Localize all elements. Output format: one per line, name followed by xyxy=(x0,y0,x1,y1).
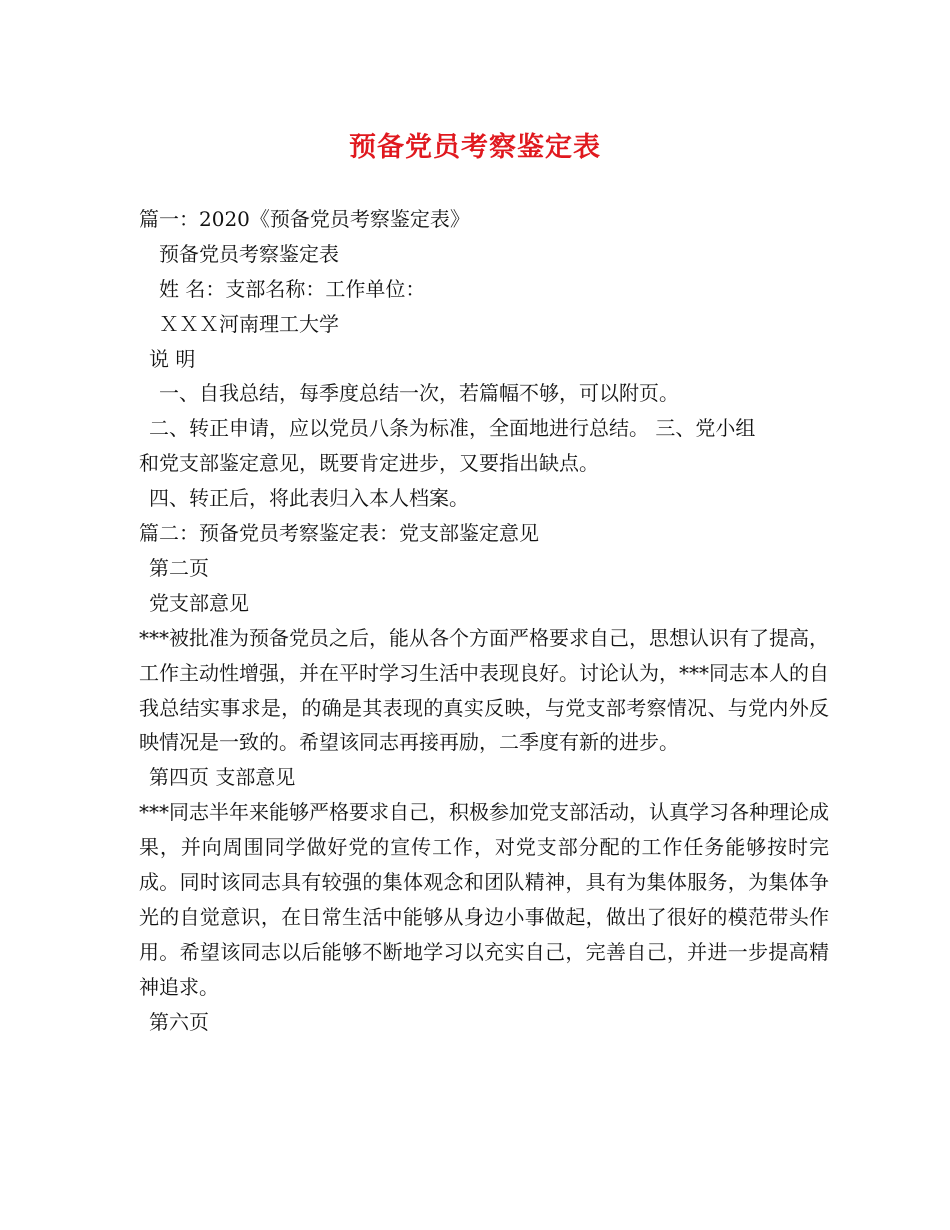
document-title: 预备党员考察鉴定表 xyxy=(349,132,601,163)
text-line: 篇一：2020《预备党员考察鉴定表》 xyxy=(139,207,470,231)
text-line: 第二页 xyxy=(149,555,209,580)
section-heading: 篇二：预备党员考察鉴定表：党支部鉴定意见 xyxy=(139,521,539,546)
text-line: 二、转正申请，应以党员八条为标准，全面地进行总结。 三、党小组 xyxy=(149,416,756,441)
text-line: ＸＸＸ河南理工大学 xyxy=(159,311,339,336)
text-line: 第六页 xyxy=(149,1009,209,1034)
paragraph: ***被批准为预备党员之后，能从各个方面严格要求自己，思想认识有了提高，工作主动性增强，并在平时学习生活中表现良好。讨论认为，***同志本人的自我总结实事求是，的确是其表现的真实反映，与党支部考察情况、与党内外反映情况是一致的。希望该同志再接再励，二季度有新的进步。 xyxy=(139,625,829,755)
text-line: 预备党员考察鉴定表 xyxy=(159,241,339,266)
text-line: 四、转正后，将此表归入本人档案。 xyxy=(149,486,469,511)
text-line: 党支部意见 xyxy=(149,590,249,615)
text-line: 姓 名：支部名称：工作单位： xyxy=(159,276,426,301)
text-line: 说 明 xyxy=(149,346,196,371)
text-line: 一、自我总结，每季度总结一次，若篇幅不够，可以附页。 xyxy=(159,381,679,406)
paragraph: ***同志半年来能够严格要求自己，积极参加党支部活动，认真学习各种理论成果，并向周围同学做好党的宣传工作，对党支部分配的工作任务能够按时完成。同时该同志具有较强的集体观念和团队精神，具有为集体服务，为集体争光的自觉意识，在日常生活中能够从身边小事做起，做出了很好的模范带头作用。希望该同志以后能够不断地学习以充实自己，完善自己，并进一步提高精神追求。 xyxy=(139,800,829,999)
document-body xyxy=(139,202,829,1040)
text-line: 和党支部鉴定意见，既要肯定进步，又要指出缺点。 xyxy=(139,451,599,476)
text-line: 第四页 支部意见 xyxy=(149,765,296,790)
